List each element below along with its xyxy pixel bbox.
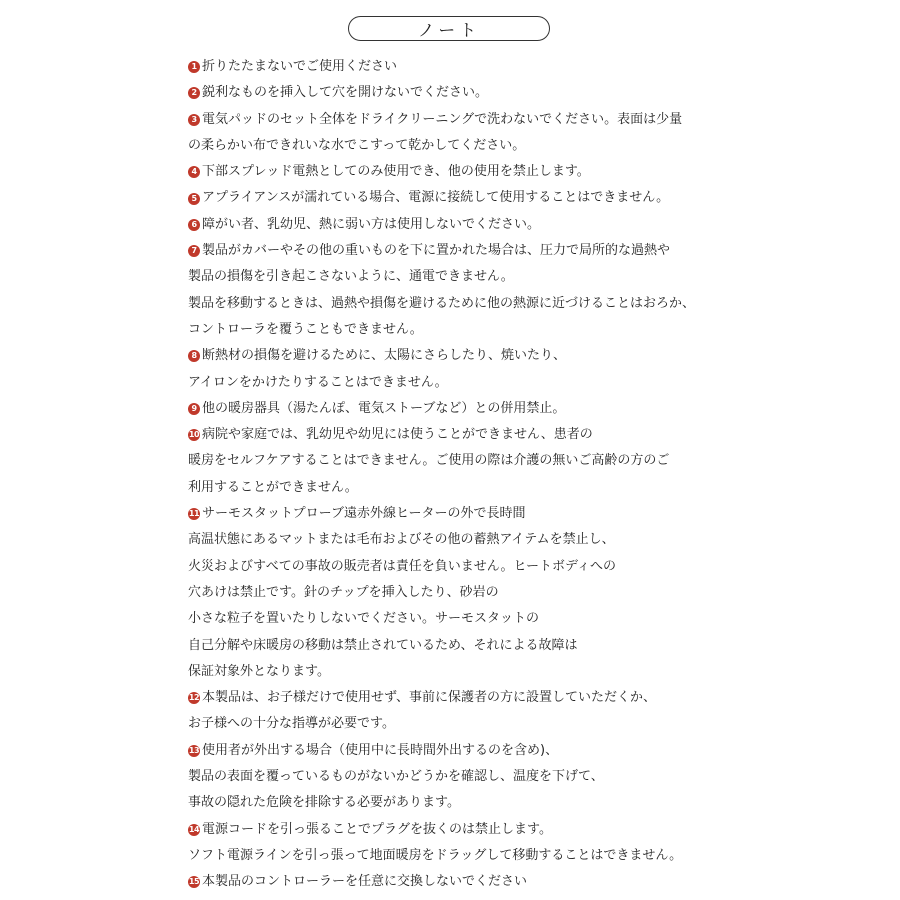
- note-text: アイロンをかけたりすることはできません。: [188, 374, 448, 390]
- note-line: [188, 317, 888, 343]
- note-text: 製品の損傷を引き起こさないように、通電できません。: [188, 269, 514, 285]
- note-line: [188, 501, 888, 527]
- note-number-badge: 4: [188, 166, 200, 178]
- note-text: 使用者が外出する場合（使用中に長時間外出するのを含め)、: [202, 742, 559, 758]
- note-line: [188, 738, 888, 764]
- note-line: [188, 185, 888, 211]
- note-text: 鋭利なものを挿入して穴を開けないでください。: [202, 85, 489, 101]
- note-number-badge: 3: [188, 114, 200, 126]
- note-text: アプライアンスが濡れている場合、電源に接続して使用することはできません。: [202, 190, 670, 206]
- note-line: [188, 685, 888, 711]
- note-line: [188, 133, 888, 159]
- note-line: [188, 580, 888, 606]
- note-line: [188, 159, 888, 185]
- note-line: [188, 817, 888, 843]
- note-text: ソフト電源ラインを引っ張って地面暖房をドラッグして移動することはできません。: [188, 847, 683, 863]
- note-number-badge: 1: [188, 61, 200, 73]
- note-text: 折りたたまないでご使用ください: [202, 59, 398, 74]
- note-number-badge: 8: [188, 350, 200, 362]
- note-text: 製品を移動するときは、過熱や損傷を避けるために他の熱源に近づけることはおろか、: [188, 295, 696, 311]
- note-line: [188, 212, 888, 238]
- note-number-badge: 14: [188, 824, 200, 834]
- note-line: [188, 107, 888, 133]
- note-text: 事故の隠れた危険を排除する必要があります。: [188, 795, 460, 811]
- note-text: 電源コードを引っ張ることでプラグを抜くのは禁止します。: [202, 821, 552, 837]
- note-text: 自己分解や床暖房の移動は禁止されているため、それによる故障は: [188, 637, 578, 653]
- note-line: [188, 554, 888, 580]
- note-line: [188, 869, 888, 895]
- note-text: 製品がカバーやその他の重いものを下に置かれた場合は、圧力で局所的な過熱や: [202, 243, 671, 259]
- note-number-badge: 11: [188, 509, 200, 519]
- note-text: の柔らかい布できれいな水でこすって乾かしてください。: [188, 137, 526, 153]
- note-line: [188, 238, 888, 264]
- note-text: 製品の表面を覆っているものがないかどうかを確認し、温度を下げて、: [188, 769, 604, 785]
- note-line: [188, 396, 888, 422]
- note-text: 本製品は、お子様だけで使用せず、事前に保護者の方に設置していただくか、: [202, 690, 656, 706]
- note-line: [188, 343, 888, 369]
- note-text: 電気パッドのセット全体をドライクリーニングで洗わないでください。表面は少量: [202, 111, 683, 127]
- note-number-badge: 12: [188, 693, 200, 703]
- note-number-badge: 15: [188, 877, 200, 887]
- note-number-badge: 13: [188, 745, 200, 755]
- page-title-text: ノート: [417, 21, 481, 41]
- note-text: 穴あけは禁止です。針のチップを挿入したり、砂岩の: [188, 584, 499, 600]
- page-title: [348, 16, 550, 41]
- note-text: 下部スプレッド電熱としてのみ使用でき、他の使用を禁止します。: [202, 164, 590, 180]
- note-text: 火災およびすべての事故の販売者は責任を負いません。ヒートボディへの: [188, 558, 616, 574]
- note-text: 暖房をセルフケアすることはできません。ご使用の際は介護の無いご高齢の方のご: [188, 453, 670, 469]
- note-number-badge: 10: [188, 430, 200, 440]
- note-text: 高温状態にあるマットまたは毛布およびその他の蓄熱アイテムを禁止し、: [188, 532, 615, 548]
- note-line: [188, 659, 888, 685]
- note-number-badge: 7: [188, 245, 200, 257]
- note-line: [188, 790, 888, 816]
- note-number-badge: 6: [188, 219, 200, 231]
- note-text: 保証対象外となります。: [188, 663, 330, 679]
- note-line: [188, 843, 888, 869]
- note-text: お子様への十分な指導が必要です。: [188, 716, 395, 732]
- note-line: [188, 764, 888, 790]
- note-text: 小さな粒子を置いたりしないでください。サーモスタットの: [188, 611, 540, 627]
- note-text: 他の暖房器具（湯たんぽ、電気ストーブなど）との併用禁止。: [202, 400, 566, 416]
- note-line: [188, 54, 888, 80]
- note-text: 断熱材の損傷を避けるために、太陽にさらしたり、焼いたり、: [202, 348, 567, 364]
- note-number-badge: 2: [188, 87, 200, 99]
- notes-list: [188, 54, 888, 896]
- note-number-badge: 9: [188, 403, 200, 415]
- note-text: 障がい者、乳幼児、熱に弱い方は使用しないでください。: [202, 216, 541, 232]
- note-line: [188, 711, 888, 737]
- note-line: [188, 448, 888, 474]
- note-line: [188, 633, 888, 659]
- note-line: [188, 264, 888, 290]
- note-line: [188, 80, 888, 106]
- note-number-badge: 5: [188, 193, 200, 205]
- note-line: [188, 370, 888, 396]
- note-text: 病院や家庭では、乳幼児や幼児には使うことができません、患者の: [202, 427, 593, 443]
- note-text: サーモスタットプローブ遠赤外線ヒーターの外で長時間: [202, 506, 526, 522]
- note-line: [188, 475, 888, 501]
- note-line: [188, 422, 888, 448]
- note-line: [188, 527, 888, 553]
- note-text: コントローラを覆うこともできません。: [188, 321, 423, 337]
- note-line: [188, 606, 888, 632]
- note-text: 利用することができません。: [188, 479, 358, 495]
- note-line: [188, 291, 888, 317]
- note-text: 本製品のコントローラーを任意に交換しないでください: [202, 874, 528, 890]
